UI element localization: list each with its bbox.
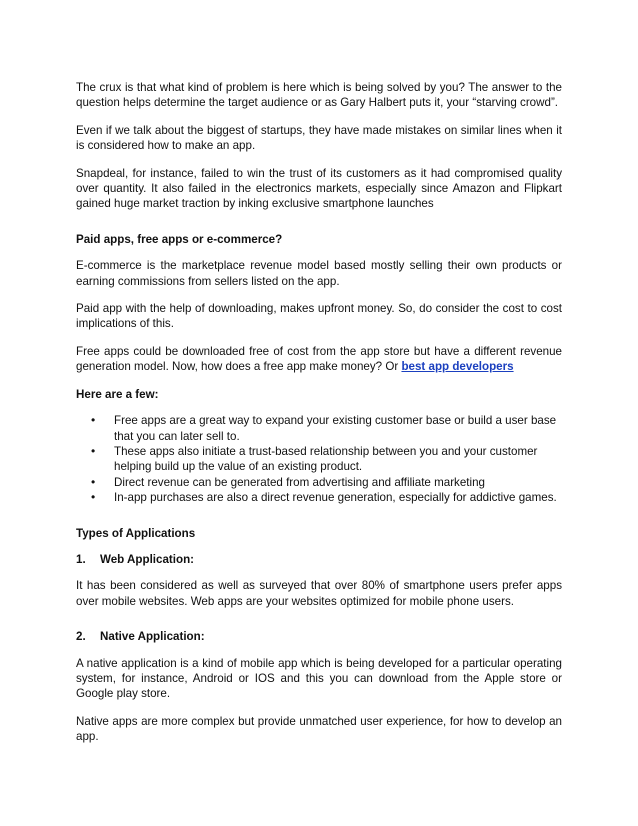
list-item-text: These apps also initiate a trust-based relationship between you and your customer helping build up the value of an existing product. bbox=[114, 444, 538, 474]
bullet-icon: • bbox=[91, 443, 96, 458]
list-item bbox=[76, 475, 562, 490]
best-app-developers-link[interactable]: best app developers bbox=[401, 360, 514, 374]
section-title: Web Application: bbox=[100, 552, 195, 566]
paragraph-crux: The crux is that what kind of problem is here which is being solved by you? The answer to the question helps determine the target audience or as Gary Halbert puts it, your “starving crowd”. bbox=[76, 81, 562, 110]
bullet-icon: • bbox=[91, 413, 96, 428]
heading-paid-apps: Paid apps, free apps or e-commerce? bbox=[76, 232, 283, 246]
paragraph-paid-app: Paid app with the help of downloading, makes upfront money. So, do consider the cost to cost implications of this. bbox=[76, 302, 562, 331]
document-body bbox=[76, 80, 562, 757]
bullet-icon: • bbox=[91, 474, 96, 489]
list-item-text: Direct revenue can be generated from advertising and affiliate marketing bbox=[114, 475, 485, 489]
paragraph-free-apps bbox=[76, 344, 562, 375]
list-item bbox=[76, 413, 562, 444]
list-item bbox=[76, 490, 562, 505]
bullet-list bbox=[76, 413, 562, 505]
free-apps-text: Free apps could be downloaded free of cost from the app store but have a different revenue generation model. Now, how does a free app make money? Or bbox=[76, 344, 562, 374]
list-item-text: In-app purchases are also a direct revenue generation, especially for addictive games. bbox=[114, 491, 557, 505]
list-item-text: Free apps are a great way to expand your existing customer base or build a user base that you can later sell to. bbox=[114, 414, 557, 443]
heading-types-of-applications: Types of Applications bbox=[76, 526, 196, 540]
paragraph-web-application: It has been considered as well as surveyed that over 80% of smartphone users prefer apps over mobile websites. Web apps are your websites optimized for mobile phone users. bbox=[76, 579, 562, 608]
bullet-icon: • bbox=[91, 490, 96, 505]
section-title: Native Application: bbox=[100, 630, 205, 644]
paragraph-native-complex: Native apps are more complex but provide unmatched user experience, for how to develop an app. bbox=[76, 714, 562, 744]
number-label: 2. bbox=[76, 630, 86, 644]
paragraph-startups: Even if we talk about the biggest of startups, they have made mistakes on similar lines when it is considered how to make an app. bbox=[76, 123, 562, 153]
paragraph-native-application: A native application is a kind of mobile app which is being developed for a particular operating system, for instance, Android or IOS and this you can download from the Apple store or Google play store. bbox=[76, 656, 562, 701]
list-item bbox=[76, 444, 562, 475]
paragraph-snapdeal: Snapdeal, for instance, failed to win the trust of its customers as it had compromised quality over quantity. It also failed in the electronics markets, especially since Amazon and Flipkart gained huge market traction by inking exclusive smartphone launches bbox=[76, 166, 562, 211]
heading-native-application bbox=[76, 629, 562, 644]
number-label: 1. bbox=[76, 552, 86, 566]
heading-here-are-a-few: Here are a few: bbox=[76, 387, 159, 401]
paragraph-ecommerce: E-commerce is the marketplace revenue model based mostly selling their own products or earning commissions from sellers listed on the app. bbox=[76, 259, 562, 288]
heading-web-application bbox=[76, 552, 562, 567]
